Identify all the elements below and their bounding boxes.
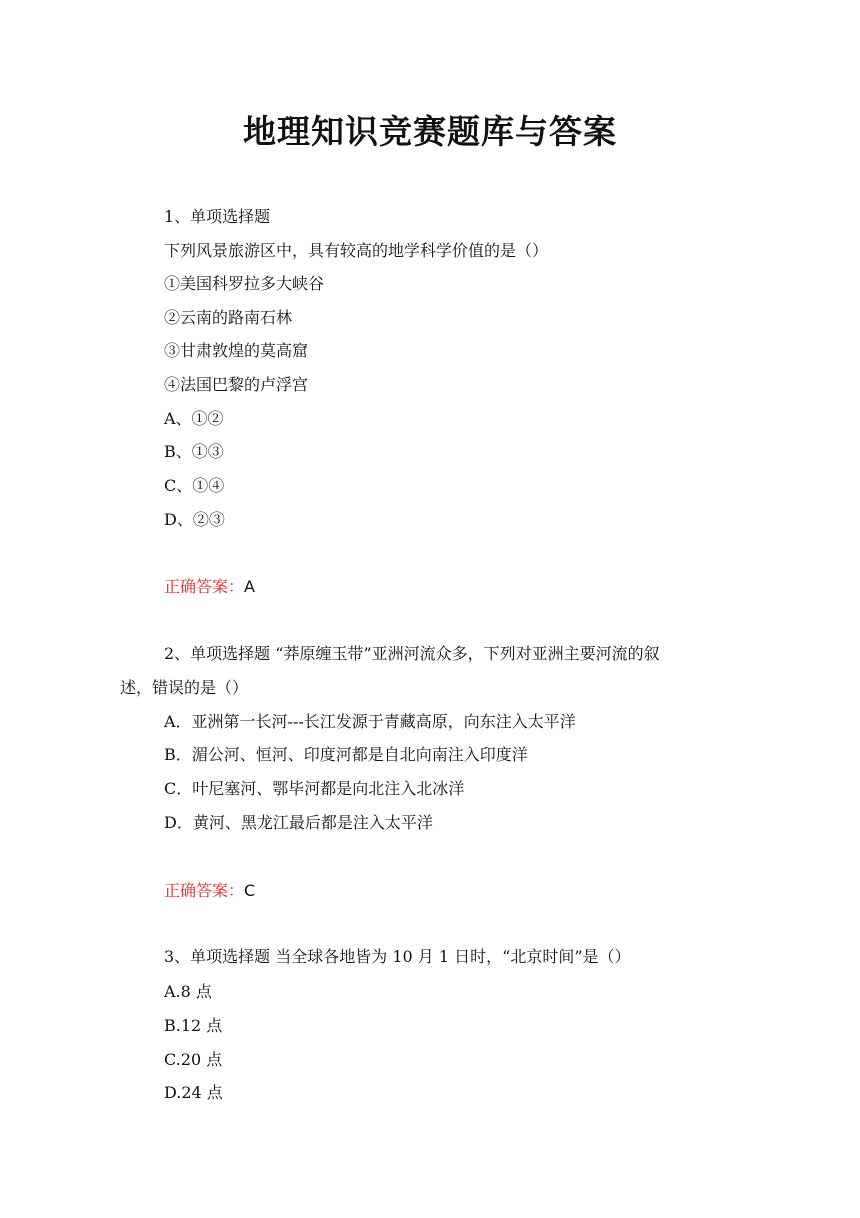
q3-option-d: D.24 点 [164,1083,223,1102]
q1-option-a: A、①② [164,409,224,428]
q1-option-c: C、①④ [164,476,225,495]
q1-item-3: ③甘肃敦煌的莫高窟 [164,341,309,360]
q2-answer [164,880,255,902]
q1-answer-value: A [244,577,255,596]
q3-header: 3、单项选择题 当全球各地皆为 10 月 1 日时，“北京时间”是（） [164,947,631,966]
q2-option-c: C．叶尼塞河、鄂毕河都是向北注入北冰洋 [164,779,465,798]
q2-option-b: B．湄公河、恒河、印度河都是自北向南注入印度洋 [164,745,528,764]
q1-item-1: ①美国科罗拉多大峡谷 [164,274,325,293]
q2-answer-value: C [244,881,256,900]
q3-option-c: C.20 点 [164,1050,223,1069]
q2-header-continued: 述，错误的是（） [120,678,249,697]
q1-option-d: D、②③ [164,510,225,529]
q1-option-b: B、①③ [164,442,224,461]
q1-item-4: ④法国巴黎的卢浮宫 [164,375,309,394]
q3-option-b: B.12 点 [164,1016,223,1035]
q1-stem: 下列风景旅游区中，具有较高的地学科学价值的是（） [164,241,549,260]
q1-answer-label: 正确答案： [164,577,245,596]
q1-answer [164,576,255,598]
q3-option-a: A.8 点 [164,982,212,1001]
q2-header: 2、单项选择题 “莽原缠玉带”亚洲河流众多，下列对亚洲主要河流的叙 [164,644,660,663]
q2-option-d: D．黄河、黑龙江最后都是注入太平洋 [164,813,433,832]
q2-answer-label: 正确答案： [164,881,245,900]
q2-option-a: A．亚洲第一长河---长江发源于青藏高原，向东注入太平洋 [164,712,576,731]
q1-item-2: ②云南的路南石林 [164,308,293,327]
document-title: 地理知识竞赛题库与答案 [243,112,617,151]
q1-header: 1、单项选择题 [164,207,271,226]
